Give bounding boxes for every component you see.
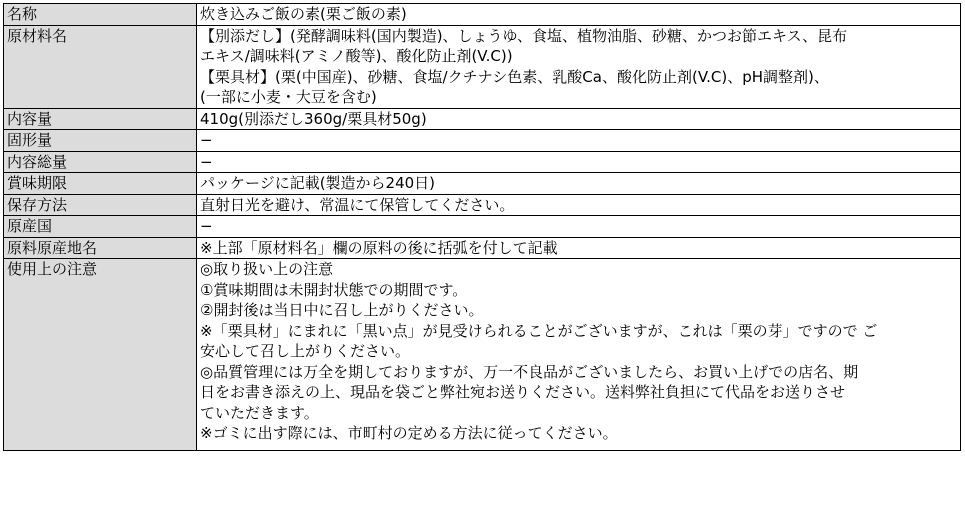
label-row [4, 194, 961, 216]
label-row-key: 固形量 [4, 130, 197, 152]
label-row [4, 4, 961, 26]
label-row-value [197, 4, 961, 26]
food-label-table [3, 3, 961, 451]
label-row-value-line: − [200, 152, 213, 171]
label-row-value [197, 237, 961, 259]
label-row-value-line: − [200, 217, 213, 235]
label-row-value-line: 直射日光を避け、常温にて保管してください。 [200, 195, 515, 214]
label-row-value-line: ②開封後は当日中に召し上がりください。 [200, 301, 484, 319]
label-row-value [197, 25, 961, 108]
label-row-value [197, 259, 961, 451]
label-row-key: 原料原産地名 [4, 237, 197, 259]
label-row [4, 259, 961, 451]
label-row-key: 原材料名 [4, 25, 197, 108]
label-row-value-line: 安心して召し上がりください。 [200, 342, 411, 360]
label-row [4, 237, 961, 259]
label-row-value [197, 108, 961, 130]
label-row-value-line: ◎品質管理には万全を期しておりますが、万一不良品がございましたら、お買い上げでの店名、期 [200, 362, 859, 381]
label-row-value-line: 【別添だし】(発酵調味料(国内製造)、しょうゆ、食塩、植物油脂、砂糖、かつお節エキス、昆布 [200, 26, 848, 45]
label-row-value [197, 194, 961, 216]
label-row-value [197, 130, 961, 152]
label-row [4, 130, 961, 152]
label-row-value-line: 【栗具材】(栗(中国産)、砂糖、食塩/クチナシ色素、乳酸Ca、酸化防止剤(V.C)、pH調整剤)、 [200, 67, 829, 86]
label-row-value-line: ※上部「原材料名」欄の原料の後に括弧を付して記載 [200, 238, 558, 257]
label-row-value-line: エキス/調味料(アミノ酸等)、酸化防止剤(V.C)) [200, 47, 513, 65]
label-row-value-line: (一部に小麦・大豆を含む) [200, 88, 377, 106]
label-row-value-line: ①賞味期間は未開封状態での期間です。 [200, 280, 468, 299]
label-row-key: 保存方法 [4, 194, 197, 216]
label-row [4, 216, 961, 238]
label-row-value [197, 151, 961, 173]
label-row [4, 173, 961, 195]
label-row-value [197, 216, 961, 238]
label-row-value-line: − [200, 131, 213, 149]
label-row-value-line: パッケージに記載(製造から240日) [200, 174, 436, 192]
bottom-padding [200, 444, 957, 450]
label-row-key: 使用上の注意 [4, 259, 197, 451]
label-row-value-line: 炊き込みご飯の素(栗ご飯の素) [200, 5, 407, 23]
label-row-value-line: ◎取り扱い上の注意 [200, 260, 334, 278]
label-row [4, 151, 961, 173]
label-row-key: 内容量 [4, 108, 197, 130]
label-row-key: 賞味期限 [4, 173, 197, 195]
label-row-key: 名称 [4, 4, 197, 26]
label-row-value-line: ※「栗具材」にまれに「黒い点」が見受けられることがございますが、これは「栗の芽」ですので ご [200, 321, 878, 340]
label-row-value-line: 410g(別添だし360g/栗具材50g) [200, 109, 427, 128]
label-row-value-line: ていただきます。 [200, 403, 319, 422]
label-row [4, 25, 961, 108]
label-row-key: 内容総量 [4, 151, 197, 173]
label-row-value [197, 173, 961, 195]
food-label-table-body [4, 4, 961, 451]
label-row [4, 108, 961, 130]
label-row-value-line: ※ゴミに出す際には、市町村の定める方法に従ってください。 [200, 424, 618, 442]
label-row-value-line: 日をお書き添えの上、現品を袋ごと弊社宛お送りください。送料弊社負担にて代品をお送りさせ [200, 383, 846, 401]
label-row-key: 原産国 [4, 216, 197, 238]
